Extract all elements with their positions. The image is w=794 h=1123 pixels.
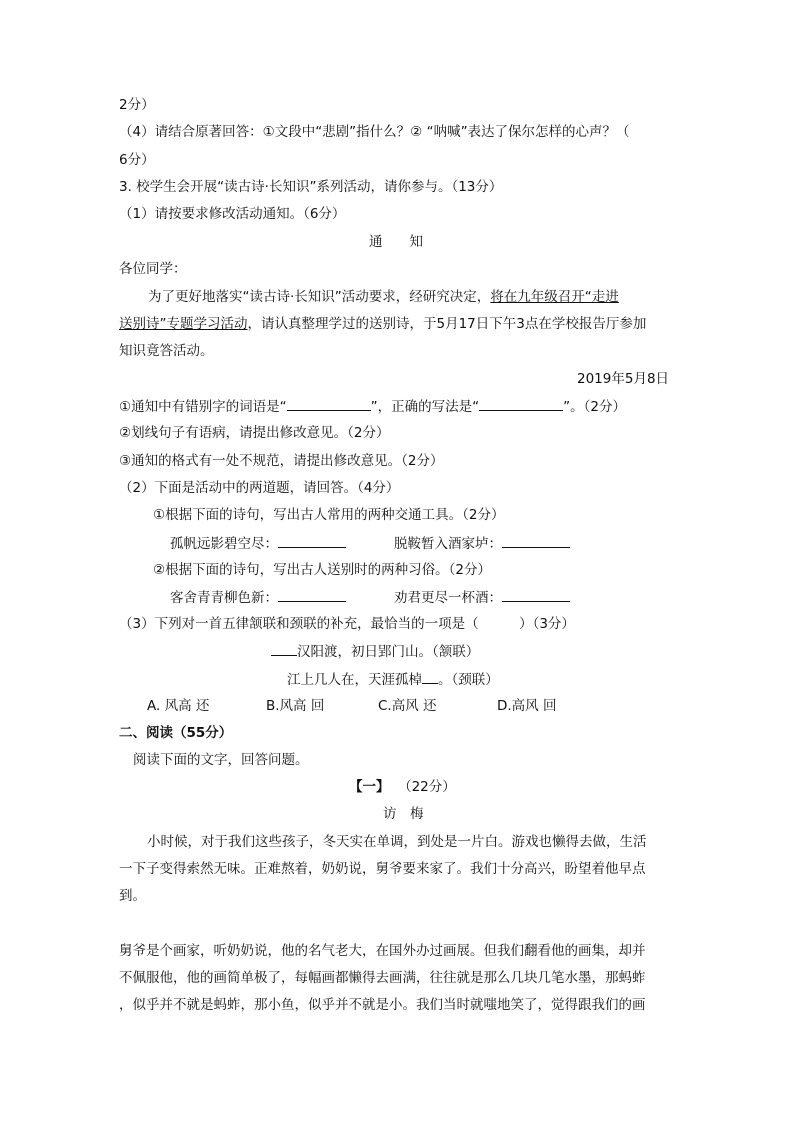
subquestion-1: （1）请按要求修改活动通知。（6分）	[119, 206, 346, 222]
answer-blank[interactable]	[502, 587, 570, 602]
option-b[interactable]: B.风高 回	[266, 698, 325, 714]
story-line: 舅爷是个画家，听奶奶说，他的名气老大，在国外办过画展。但我们翻看他的画集，却并	[119, 943, 646, 959]
poem-line-blank: 脱鞍暂入酒家垆：	[394, 533, 570, 554]
option-a[interactable]: A. 风高 还	[147, 698, 210, 714]
notice-paragraph-line: 知识竟答活动。	[119, 343, 214, 359]
answer-blank[interactable]	[278, 587, 346, 602]
underlined-sentence: 将在九年级召开“走进	[490, 289, 619, 305]
notice-text: 为了更好地落实“读古诗·长知识”活动要求，经研究决定，	[148, 289, 491, 305]
option-c[interactable]: C.高风 还	[378, 698, 437, 714]
poem-line-blank: 客舍青青柳色新：	[170, 587, 346, 608]
text-line: 2分）	[119, 97, 155, 113]
subquestion-2-item-2: ②根据下面的诗句，写出古人送别时的两种习俗。（2分）	[153, 562, 491, 578]
story-line: ，似乎并不就是蚂蚱，那小鱼，似乎并不就是小。我们当时就嗤地笑了，觉得跟我们的画	[119, 997, 646, 1013]
option-d[interactable]: D.高风 回	[497, 698, 557, 714]
poem-line-blank: 劝君更尽一杯酒：	[394, 587, 570, 608]
story-line: 小时候，对于我们这些孩子，冬天实在单调，到处是一片白。游戏也懒得去做，生活	[147, 834, 647, 850]
section-heading: 二、阅读（55分）	[119, 725, 233, 741]
notice-paragraph-line	[119, 314, 646, 334]
answer-blank[interactable]	[422, 669, 438, 684]
part-heading: 【一】 （22分）	[349, 779, 456, 795]
question-3-heading: 3. 校学生会开展“读古诗·长知识”系列活动，请你参与。（13分）	[119, 179, 503, 195]
subquestion-1-item-1: ①通知中有错别字的词语是“ ”，正确的写法是“ ”。（2分）	[119, 396, 626, 417]
question-4: （4）请结合原著回答：①文段中“悲剧”指什么？② “呐喊”表达了保尔怎样的心声？（	[119, 124, 630, 140]
answer-blank[interactable]	[278, 533, 346, 548]
subquestion-1-item-3: ③通知的格式有一处不规范，请提出修改意见。（2分）	[119, 453, 444, 469]
subquestion-3: （3）下列对一首五律颔联和颈联的补充，最恰当的一项是（ ）（3分）	[119, 616, 575, 632]
subquestion-2: （2）下面是活动中的两道题，请回答。（4分）	[119, 480, 400, 496]
answer-blank[interactable]	[287, 396, 371, 411]
answer-blank[interactable]	[479, 396, 563, 411]
notice-paragraph-line	[148, 287, 619, 307]
notice-salutation: 各位同学：	[119, 261, 187, 277]
story-title: 访 梅	[383, 806, 424, 822]
answer-blank[interactable]	[502, 533, 570, 548]
story-line: 到。	[119, 888, 146, 904]
text-line: 6分）	[119, 152, 155, 168]
story-line: 不佩服他，他的画简单极了，每幅画都懒得去画满，往往就是那么几块几笔水墨，那蚂蚱	[119, 970, 646, 986]
notice-date: 2019年5月8日	[577, 371, 670, 387]
reading-instruction: 阅读下面的文字，回答问题。	[133, 752, 309, 768]
story-line: 一下子变得索然无味。正难熬着，奶奶说，舅爷要来家了。我们十分高兴，盼望着他早点	[119, 861, 646, 877]
poem-couplet-2: 江上几人在，天涯孤棹 。（颈联）	[287, 669, 499, 690]
notice-title: 通 知	[369, 234, 423, 250]
subquestion-2-item-1: ①根据下面的诗句，写出古人常用的两种交通工具。（2分）	[153, 507, 505, 523]
poem-line-blank: 孤帆远影碧空尽：	[170, 533, 346, 554]
answer-blank[interactable]	[271, 641, 297, 656]
poem-couplet-1: 汉阳渡，初日郢门山。（颔联）	[271, 641, 479, 662]
notice-text: ，请认真整理学过的送别诗，于5月17日下午3点在学校报告厅参加	[247, 316, 647, 332]
subquestion-1-item-2: ②划线句子有语病，请提出修改意见。（2分）	[119, 425, 390, 441]
underlined-sentence: 送别诗”专题学习活动	[119, 316, 248, 332]
